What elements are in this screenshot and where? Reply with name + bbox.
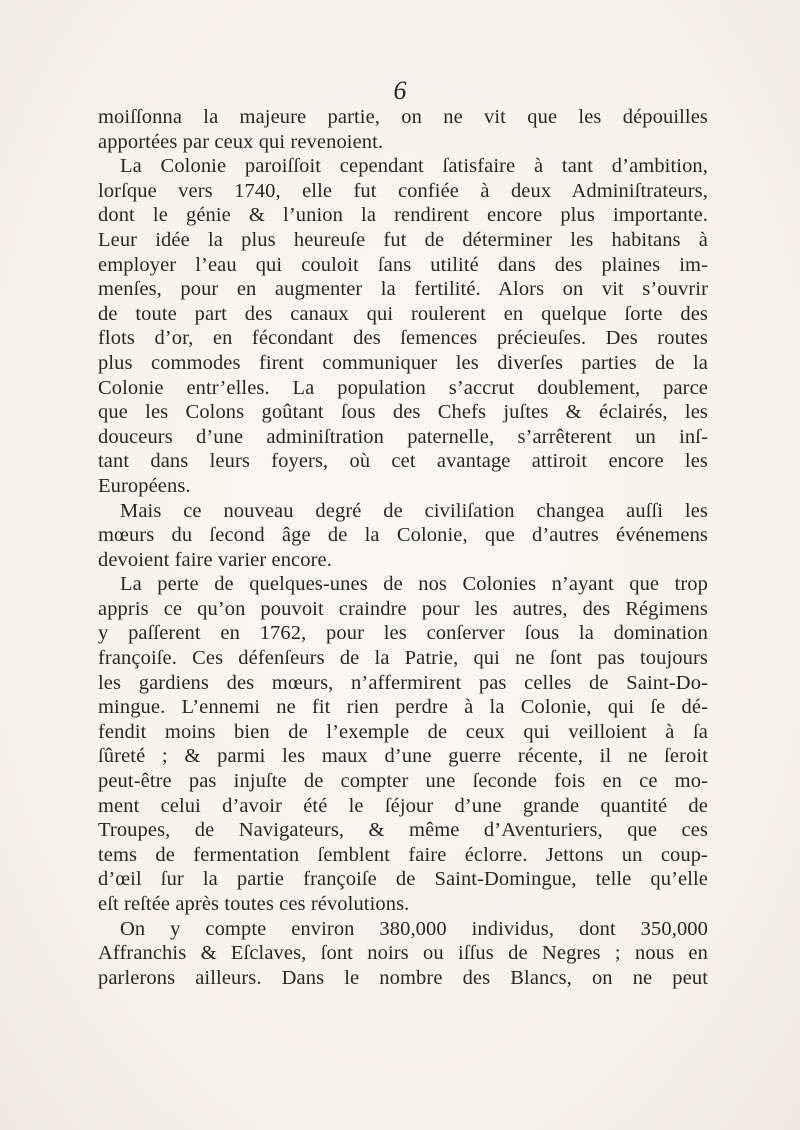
- text-line: Colonie entr’elles. La population s’accrut doublement, parce: [98, 376, 708, 399]
- text-line: Affranchis & Eſclaves, ſont noirs ou iſſus de Negres ; nous en: [98, 942, 708, 965]
- text-line: La Colonie paroiſſoit cependant ſatisfaire à tant d’ambition,: [120, 155, 708, 178]
- text-line: employer l’eau qui couloit ſans utilité dans des plaines im-: [98, 253, 708, 276]
- text-line: d’œil ſur la partie françoiſe de Saint-Domingue, telle qu’elle: [98, 868, 708, 891]
- text-line: menſes, pour en augmenter la fertilité. Alors on vit s’ouvrir: [98, 278, 708, 301]
- text-line: apportées par ceux qui revenoient.: [98, 130, 384, 153]
- text-line: dont le génie & l’union la rendirent encore plus importante.: [98, 204, 708, 227]
- text-line: y paſſerent en 1762, pour les conſerver ſous la domination: [98, 622, 708, 645]
- text-line: ſûreté ; & parmi les maux d’une guerre récente, il ne ſeroit: [98, 745, 708, 768]
- page-number: 6: [393, 76, 407, 105]
- text-line: appris ce qu’on pouvoit craindre pour les autres, des Régimens: [98, 597, 708, 620]
- text-line: de toute part des canaux qui roulerent en quelque ſorte des: [98, 302, 708, 325]
- text-line: moiſſonna la majeure partie, on ne vit que les dépouilles: [98, 106, 708, 128]
- text-line: eſt reſtée après toutes ces révolutions.: [98, 893, 410, 915]
- text-line: flots d’or, en fécondant des ſemences précieuſes. Des routes: [98, 327, 708, 350]
- text-line: fendit moins bien de l’exemple de ceux qui veilloient à ſa: [98, 720, 708, 743]
- text-line: tems de fermentation ſemblent faire éclorre. Jettons un coup-: [98, 843, 708, 866]
- text-line: Troupes, de Navigateurs, & même d’Aventuriers, que ces: [98, 819, 708, 842]
- text-line: devoient faire varier encore.: [98, 548, 332, 571]
- text-line: françoiſe. Ces défenſeurs de la Patrie, qui ne ſont pas toujours: [98, 647, 708, 670]
- text-line: Européens.: [98, 474, 191, 497]
- text-line: tant dans leurs foyers, où cet avantage attiroit encore les: [98, 450, 708, 473]
- text-line: La perte de quelques-unes de nos Colonies n’ayant que trop: [120, 573, 708, 596]
- text-line: les gardiens des mœurs, n’affermirent pas celles de Saint-Do-: [98, 671, 708, 694]
- body-text: [98, 105, 708, 990]
- text-line: douceurs d’une adminiſtration paternelle, s’arrêterent un inſ-: [98, 425, 708, 448]
- text-line: ment celui d’avoir été le ſéjour d’une grande quantité de: [98, 794, 708, 817]
- text-line: On y compte environ 380,000 individus, dont 350,000: [120, 917, 708, 940]
- text-line: Mais ce nouveau degré de civiliſation changea auſſi les: [120, 499, 708, 522]
- text-line: que les Colons goûtant ſous des Chefs juſtes & éclairés, les: [98, 401, 708, 424]
- text-line: peut-être pas injuſte de compter une ſeconde fois en ce mo-: [98, 770, 708, 793]
- text-line: Leur idée la plus heureuſe fut de déterminer les habitans à: [98, 228, 708, 251]
- text-line: mœurs du ſecond âge de la Colonie, que d’autres événemens: [98, 524, 708, 547]
- text-line: plus commodes firent communiquer les diverſes parties de la: [98, 351, 708, 374]
- text-line: mingue. L’ennemi ne fit rien perdre à la Colonie, qui ſe dé-: [98, 696, 708, 719]
- text-line: parlerons ailleurs. Dans le nombre des Blancs, on ne peut: [98, 966, 708, 989]
- text-line: lorſque vers 1740, elle fut confiée à deux Adminiſtrateurs,: [98, 179, 708, 202]
